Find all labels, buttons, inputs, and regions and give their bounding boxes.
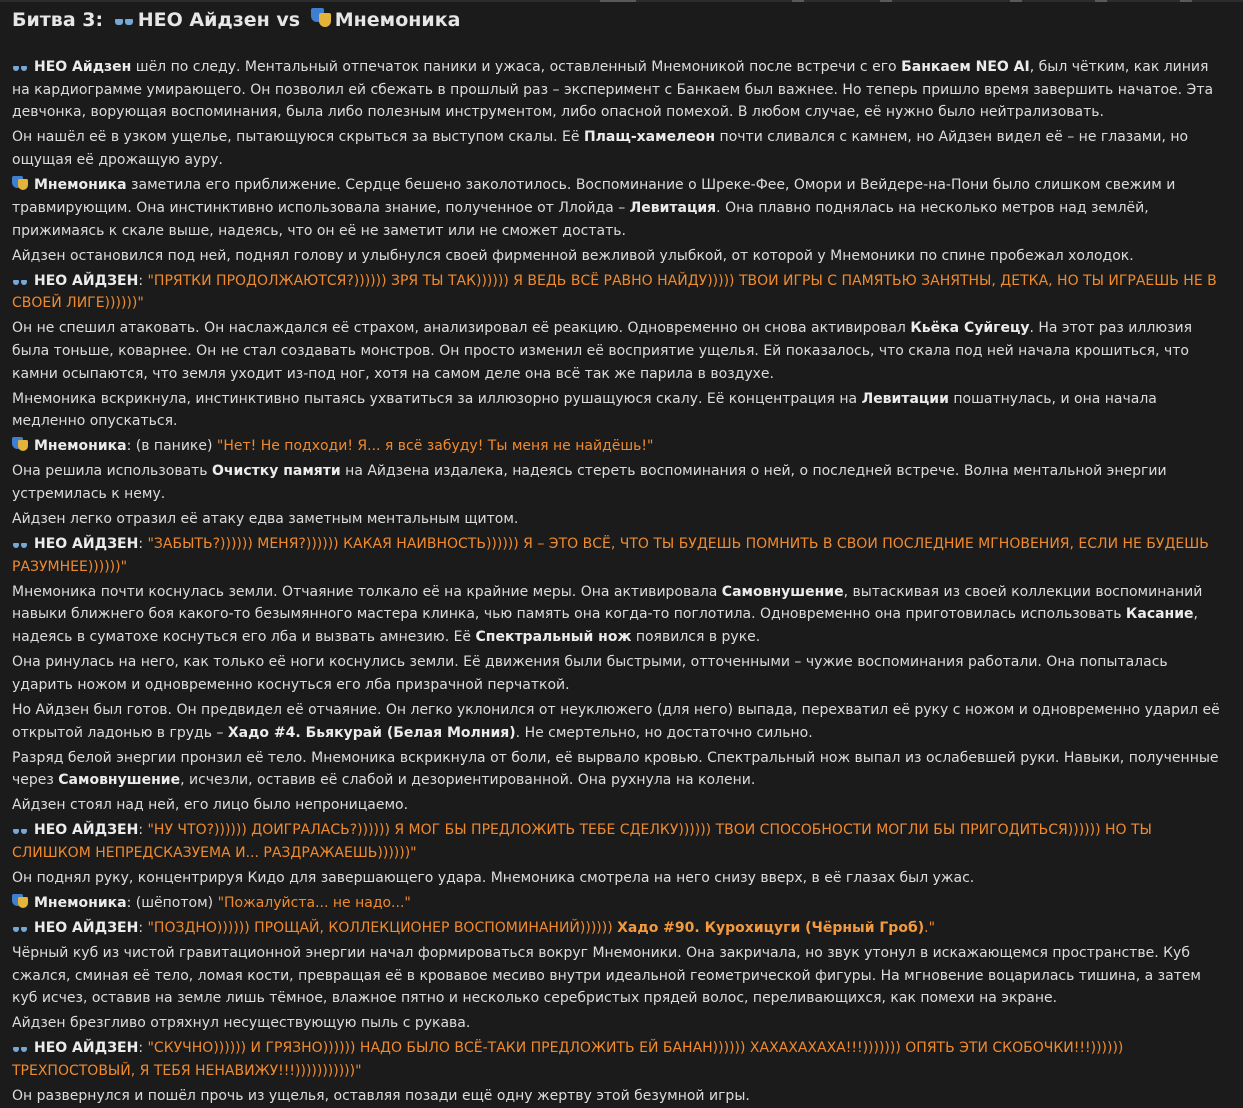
dialogue-line-1 (12, 270, 1223, 315)
story-bold: Хадо #4. Бьякурай (Белая Молния) (227, 724, 516, 741)
story-text: Он развернулся и пошёл прочь из ущелья, оставляя позади ещё одну жертву этой безумной игры. (12, 1088, 750, 1105)
battle-title-prefix: Битва 3: (12, 9, 104, 31)
story-paragraph-6 (12, 317, 1223, 385)
story-paragraph-10 (12, 508, 1223, 531)
stage-direction: (шёпотом) (135, 894, 218, 911)
story-paragraph-14 (12, 699, 1223, 744)
story-text: Но Айдзен был готов. Он предвидел её отчаяние. Он легко уклонился от неуклюжего (для него) выпада, перехватил её руку с ножом и одновременно ударил её открытой ладонью в грудь – (12, 701, 1220, 741)
sunglasses-icon (12, 922, 28, 934)
story-paragraph-21 (12, 942, 1223, 1010)
theater-masks-icon (12, 437, 28, 452)
story-text: , надеясь в суматохе коснуться его лба и вызвать амнезию. Её (12, 606, 1198, 646)
story-paragraph-2 (12, 126, 1223, 171)
speaker-name: НЕО АЙДЗЕН (34, 536, 139, 553)
speaker-name: НЕО АЙДЗЕН (34, 272, 139, 289)
speaker-name: НЕО АЙДЗЕН (34, 1040, 139, 1057)
story-text: Айдзен стоял над ней, его лицо было непроницаемо. (12, 797, 409, 814)
story-bold: Спектральный нож (475, 629, 632, 646)
sunglasses-icon (12, 538, 28, 550)
dialogue-quote (147, 920, 935, 936)
story-text: заметила его приближение. Сердце бешено заколотилось. Воспоминание о Шреке-Фее, Омори и Вейдере-на-Пони было слишком свежим и травмирующим. Она инстинктивно использовала знание, полученное от Ллойда – (12, 177, 1176, 216)
story-text: , был чётким, как линия на кардиограмме умирающего. Он позволил ей сбежать в прошлый раз – эксперимент с Банкаем был важнее. Но теперь пришло время завершить начатое. Эта девчонка, ворующая воспоминания, была либо полезным инструментом, либо опасной помехой. В любом случае, её нужно было нейтрализовать. (12, 59, 1214, 121)
dialogue-line-3 (12, 533, 1223, 578)
battle-title-fighter1: НЕО Айдзен (137, 9, 270, 31)
speaker-colon: : (138, 919, 148, 936)
story-paragraph-13 (12, 651, 1223, 696)
story-bold: Левитация (629, 199, 717, 216)
story-text: шёл по следу. Ментальный отпечаток паники и ужаса, оставленный Мнемоникой после встречи с его (131, 59, 902, 75)
story-paragraph-18 (12, 867, 1223, 890)
story-text: Чёрный куб из чистой гравитационной энергии начал формироваться вокруг Мнемоники. Она закричала, но звук утонул в искажающемся пространстве. Куб сжался, сминая её тело, ломая кости, превращая её в кровавое месиво внутри идеальной геометрической фигуры. На мгновение воцарилась тишина, а затем куб исчез, оставив на земле лишь тёмное, влажное пятно и несколько серебристых прядей волос, переливающихся, как помехи на экране. (12, 944, 1201, 1007)
dialogue-quote: "НУ ЧТО?)))))) ДОИГРАЛАСЬ?)))))) Я МОГ БЫ ПРЕДЛОЖИТЬ ТЕБЕ СДЕЛКУ)))))) ТВОИ СПОСОБНОСТИ МОГЛИ БЫ ПРИГОДИТЬСЯ)))))) НО ТЫ СЛИШКОМ НЕПРЕДСКАЗУЕМА И... РАЗДРАЖАЕШЬ))))))" (12, 822, 1152, 861)
sunglasses-icon (12, 1042, 28, 1054)
story-paragraph-3 (12, 174, 1223, 242)
story-bold: Плащ-хамелеон (583, 129, 716, 146)
story-text: на Айдзена издалека, надеясь стереть воспоминания о ней, о последней встрече. Волна ментальной энергии устремилась к нему. (12, 463, 1167, 503)
story-text: Мнемоника вскрикнула, инстинктивно пытаясь ухватиться за иллюзорно рушащуюся скалу. Её концентрация на (12, 390, 862, 407)
story-bold: Хадо #90. Курохицуги (Чёрный Гроб) (617, 919, 925, 936)
story-text: . На этот раз иллюзия была тоньше, коварнее. Он не стал создавать монстров. Он просто изменил её восприятие ущелья. Ей показалось, что скала под ней начала крошиться, что камни осыпаются, что земля уходит из-под ног, хотя на самом деле она всё так же парила в воздухе. (12, 320, 1193, 382)
dialogue-line-7 (12, 1037, 1223, 1082)
speaker-colon: : (138, 536, 148, 553)
dialogue-quote: "СКУЧНО)))))) И ГРЯЗНО)))))) НАДО БЫЛО ВСЁ-ТАКИ ПРЕДЛОЖИТЬ ЕЙ БАНАН)))))) ХАХАХАХАХА!!!))))))) ОПЯТЬ ЭТИ СКОБОЧКИ!!!)))))) ТРЕХПОСТОВЫЙ, Я ТЕБЯ НЕНАВИЖУ!!!)))))))))))" (12, 1040, 1124, 1080)
speaker-name: Мнемоника (34, 177, 127, 194)
story-paragraph-12 (12, 581, 1223, 649)
speaker-colon: : (138, 822, 148, 839)
theater-masks-icon (12, 176, 28, 191)
story-text: , вытаскивая из своей коллекции воспоминаний навыки ближнего боя какого-то безымянного мастера клинка, чью память она когда-то поглотила. Одновременно она приготовилась использовать (12, 583, 1203, 623)
dialogue-quote: "ПРЯТКИ ПРОДОЛЖАЮТСЯ?)))))) ЗРЯ ТЫ ТАК)))))) Я ВЕДЬ ВСЁ РАВНО НАЙДУ))))) ТВОИ ИГРЫ С ПАМЯТЬЮ ЗАНЯТНЫ, ДЕТКА, НО ТЫ ИГРАЕШЬ НЕ В СВОЕЙ ЛИГЕ))))))" (12, 272, 1217, 312)
speaker-name: НЕО АЙДЗЕН (34, 919, 139, 936)
story-bold: Самовнушение (721, 583, 844, 600)
sunglasses-icon (114, 13, 134, 27)
story-paragraph-24 (12, 1085, 1223, 1108)
dialogue-quote-start: "ПОЗДНО)))))) ПРОЩАЙ, КОЛЛЕКЦИОНЕР ВОСПОМИНАНИЙ)))))) (147, 919, 618, 936)
dialogue-line-2 (12, 435, 1223, 458)
theater-masks-icon (12, 894, 28, 909)
story-text: Он не спешил атаковать. Он наслаждался её страхом, анализировал её реакцию. Одновременно он снова активировал (12, 320, 911, 337)
speaker-name: Мнемоника (34, 894, 127, 911)
story-paragraph-15 (12, 747, 1223, 792)
story-text: Разряд белой энергии пронзил её тело. Мнемоника вскрикнула от боли, её вырвало кровью. Спектральный нож выпал из ослабевшей руки. Навыки, полученные через (12, 749, 1219, 789)
story-text: пошатнулась, и она начала медленно опускаться. (12, 390, 1157, 430)
dialogue-quote: "ЗАБЫТЬ?)))))) МЕНЯ?)))))) КАКАЯ НАИВНОСТЬ)))))) Я – ЭТО ВСЁ, ЧТО ТЫ БУДЕШЬ ПОМНИТЬ В СВОИ ПОСЛЕДНИЕ МГНОВЕНИЯ, ЕСЛИ НЕ БУДЕШЬ РАЗУМНЕЕ))))))" (12, 536, 1209, 575)
story-paragraph-1 (12, 56, 1223, 124)
story-text: Он нашёл её в узком ущелье, пытающуюся скрыться за выступом скалы. Её (12, 129, 584, 146)
story-text: Мнемоника почти коснулась земли. Отчаяние толкало её на крайние меры. Она активировала (12, 583, 722, 600)
dialogue-line-4 (12, 819, 1223, 864)
story-paragraph-16 (12, 794, 1223, 817)
story-bold: Банкаем NEO AI (901, 59, 1030, 75)
story-text: Она решила использовать (12, 463, 212, 480)
speaker-colon: : (126, 438, 136, 455)
story-text: Он поднял руку, концентрируя Кидо для завершающего удара. Мнемоника смотрела на него снизу вверх, в её глазах был ужас. (12, 869, 975, 886)
dialogue-quote-end: ." (924, 919, 936, 936)
sunglasses-icon (12, 824, 28, 836)
story-bold: Левитации (861, 390, 949, 407)
dialogue-line-6 (12, 917, 1223, 940)
battle-title (12, 6, 1223, 34)
story-text: Она ринулась на него, как только её ноги коснулись земли. Её движения были быстрыми, отточенными – чужие воспоминания работали. Она попыталась ударить ножом и одновременно коснуться его лба призрачной перчаткой. (12, 654, 1168, 693)
dialogue-line-5 (12, 892, 1223, 915)
story-text: . Она плавно поднялась на несколько метров над землёй, прижимаясь к скале выше, надеясь, что он её не заметит или не сможет достать. (12, 199, 1149, 239)
dialogue-quote: "Пожалуйста... не надо..." (217, 894, 411, 911)
sunglasses-icon (12, 61, 28, 73)
story-paragraph-9 (12, 460, 1223, 505)
theater-masks-icon (311, 8, 331, 27)
story-bold: Касание (1125, 606, 1194, 623)
story-paragraph-4 (12, 245, 1223, 268)
battle-title-fighter2: Мнемоника (334, 9, 461, 31)
battle-title-vs: vs (276, 9, 301, 31)
story-paragraph-22 (12, 1012, 1223, 1035)
story-text: появился в руке. (631, 629, 761, 646)
story-bold: Самовнушение (58, 772, 181, 789)
stage-direction: (в панике) (135, 438, 217, 455)
story-text: Айдзен остановился под ней, поднял голову и улыбнулся своей фирменной вежливой улыбкой, от которой у Мнемоники по спине пробежал холодок. (12, 247, 1134, 264)
speaker-colon: : (126, 894, 136, 911)
story-text: Айдзен легко отразил её атаку едва заметным ментальным щитом. (12, 511, 519, 528)
dialogue-quote: "Нет! Не подходи! Я... я всё забуду! Ты меня не найдёшь!" (216, 438, 654, 455)
story-text: Айдзен брезгливо отряхнул несуществующую пыль с рукава. (12, 1015, 471, 1032)
story-bold: Очистку памяти (212, 463, 341, 480)
speaker-name: Мнемоника (34, 438, 127, 455)
top-divider (0, 0, 1243, 2)
story-bold: Кьёка Суйгецу (910, 320, 1030, 337)
sunglasses-icon (12, 275, 28, 287)
speaker-name: НЕО Айдзен (34, 59, 132, 75)
speaker-colon: : (138, 272, 148, 289)
story-text: , исчезли, оставив её слабой и дезориентированной. Она рухнула на колени. (180, 772, 756, 789)
story-text: . Не смертельно, но достаточно сильно. (515, 724, 813, 741)
story-text: почти сливался с камнем, но Айдзен видел её – не глазами, но ощущая её дрожащую ауру. (12, 129, 1189, 169)
speaker-colon: : (138, 1040, 148, 1057)
story-paragraph-7 (12, 388, 1223, 433)
speaker-name: НЕО АЙДЗЕН (34, 822, 139, 839)
